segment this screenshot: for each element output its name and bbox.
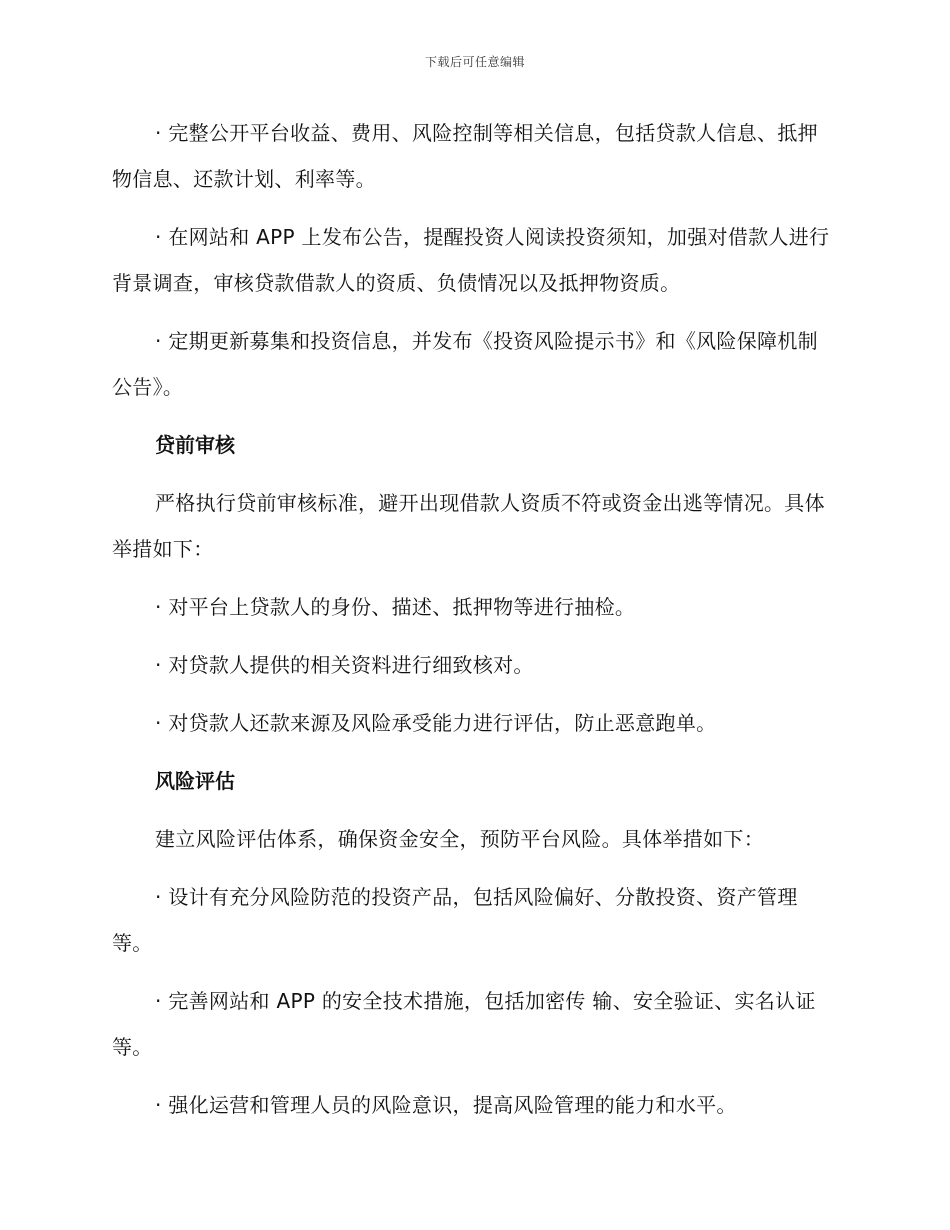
bullet-paragraph: · 定期更新募集和投资信息，并发布《投资风险提示书》和《风险保障机制公告》。: [112, 329, 818, 399]
bullet-paragraph: · 对贷款人还款来源及风险承受能力进行评估，防止恶意跑单。: [155, 711, 717, 735]
bullet-paragraph: · 对平台上贷款人的身份、描述、抵押物等进行抽检。: [155, 595, 636, 619]
bullet-paragraph: · 强化运营和管理人员的风险意识，提高风险管理的能力和水平。: [155, 1093, 737, 1117]
document-body: [112, 110, 838, 1140]
section-intro-risk: 建立风险评估体系，确保资金安全，预防平台风险。具体举措如下：: [155, 827, 764, 851]
bullet-paragraph: · 在网站和 APP 上发布公告，提醒投资人阅读投资须知，加强对借款人进行背景调查，审核贷款借款人的资质、负债情况以及抵押物资质。: [112, 225, 830, 295]
section-intro-preloan: 严格执行贷前审核标准，避开出现借款人资质不符或资金出逃等情况。具体举措如下：: [112, 491, 825, 561]
bullet-paragraph: · 完整公开平台收益、费用、风险控制等相关信息，包括贷款人信息、抵押物信息、还款计划、利率等。: [112, 121, 818, 191]
section-heading-risk: 风险评估: [155, 769, 235, 793]
header-note: 下载后可任意编辑: [424, 55, 525, 69]
bullet-paragraph: · 对贷款人提供的相关资料进行细致核对。: [155, 653, 534, 677]
bullet-paragraph: · 完善网站和 APP 的安全技术措施，包括加密传 输、安全验证、实名认证等。: [112, 989, 816, 1059]
bullet-paragraph: · 设计有充分风险防范的投资产品，包括风险偏好、分散投资、资产管理等。: [112, 885, 798, 955]
section-heading-preloan: 贷前审核: [155, 433, 235, 457]
